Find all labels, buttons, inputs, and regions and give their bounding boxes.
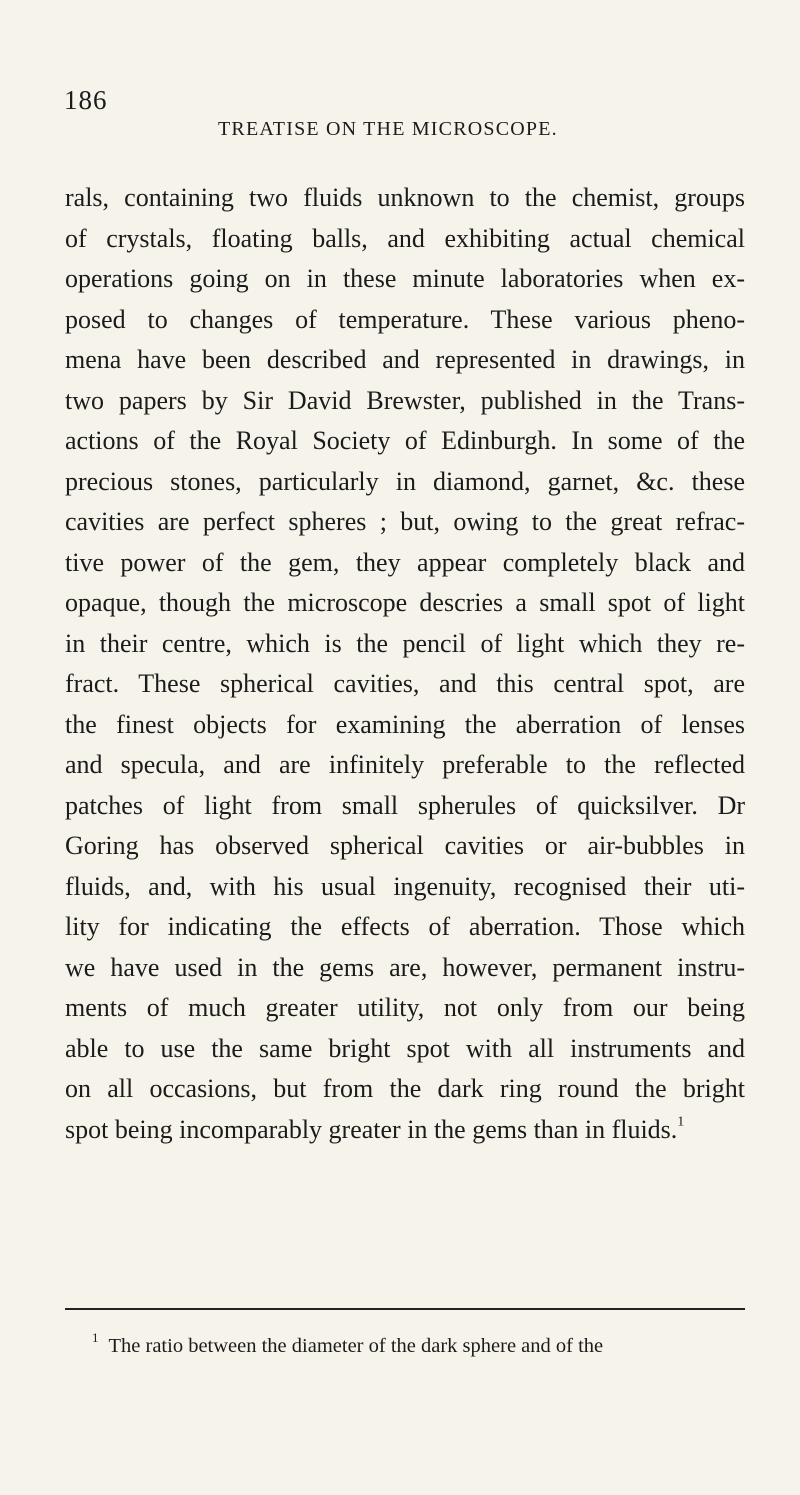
footnote-rule bbox=[65, 1308, 745, 1310]
text-line: fract. These spherical cavities, and this central spot, are bbox=[65, 669, 745, 698]
text-line: rals, containing two fluids unknown to the chemist, groups bbox=[65, 183, 745, 212]
text-line: actions of the Royal Society of Edinburgh. In some of the bbox=[65, 426, 745, 455]
text-line: patches of light from small spherules of quicksilver. Dr bbox=[65, 790, 745, 820]
text-line-last bbox=[65, 1110, 745, 1151]
text-line: and specula, and are infinitely preferable to the reflected bbox=[65, 750, 745, 779]
footnote-marker: 1 bbox=[92, 1329, 99, 1345]
text-line: two papers by Sir David Brewster, published in the Trans- bbox=[65, 385, 745, 415]
text-line: in their centre, which is the pencil of light which they re- bbox=[65, 628, 745, 658]
text-line: lity for indicating the effects of aberration. Those which bbox=[65, 912, 745, 941]
text-line: the finest objects for examining the aberration of lenses bbox=[65, 709, 745, 739]
text-line: precious stones, particularly in diamond, garnet, &c. these bbox=[65, 466, 745, 496]
text-line: posed to changes of temperature. These various pheno- bbox=[65, 304, 745, 334]
text-line: of crystals, floating balls, and exhibiting actual chemical bbox=[65, 223, 745, 253]
body-text bbox=[65, 178, 745, 1150]
text-line: opaque, though the microscope descries a small spot of light bbox=[65, 588, 745, 617]
text-line: mena have been described and represented in drawings, in bbox=[65, 345, 745, 374]
text-line: on all occasions, but from the dark ring round the bright bbox=[65, 1074, 745, 1103]
text-line: we have used in the gems are, however, permanent instru- bbox=[65, 952, 745, 982]
text-line: fluids, and, with his usual ingenuity, recognised their uti- bbox=[65, 871, 745, 901]
footnote bbox=[92, 1329, 604, 1360]
footnote-reference: 1 bbox=[677, 1113, 685, 1129]
page-number: 186 bbox=[64, 85, 108, 115]
text-line: cavities are perfect spheres ; but, owing to the great refrac- bbox=[65, 507, 745, 536]
text-line: Goring has observed spherical cavities or air-bubbles in bbox=[65, 831, 745, 860]
text-line: operations going on in these minute laboratories when ex- bbox=[65, 264, 745, 293]
text-line: able to use the same bright spot with all instruments and bbox=[65, 1033, 745, 1063]
text-line: tive power of the gem, they appear completely black and bbox=[65, 547, 745, 577]
last-line-text: spot being incomparably greater in the gems than in fluids. bbox=[65, 1114, 678, 1144]
text-line: ments of much greater utility, not only from our being bbox=[65, 993, 745, 1022]
running-head: TREATISE ON THE MICROSCOPE. bbox=[218, 118, 558, 140]
footnote-text: The ratio between the diameter of the dark sphere and of the bbox=[108, 1335, 604, 1357]
